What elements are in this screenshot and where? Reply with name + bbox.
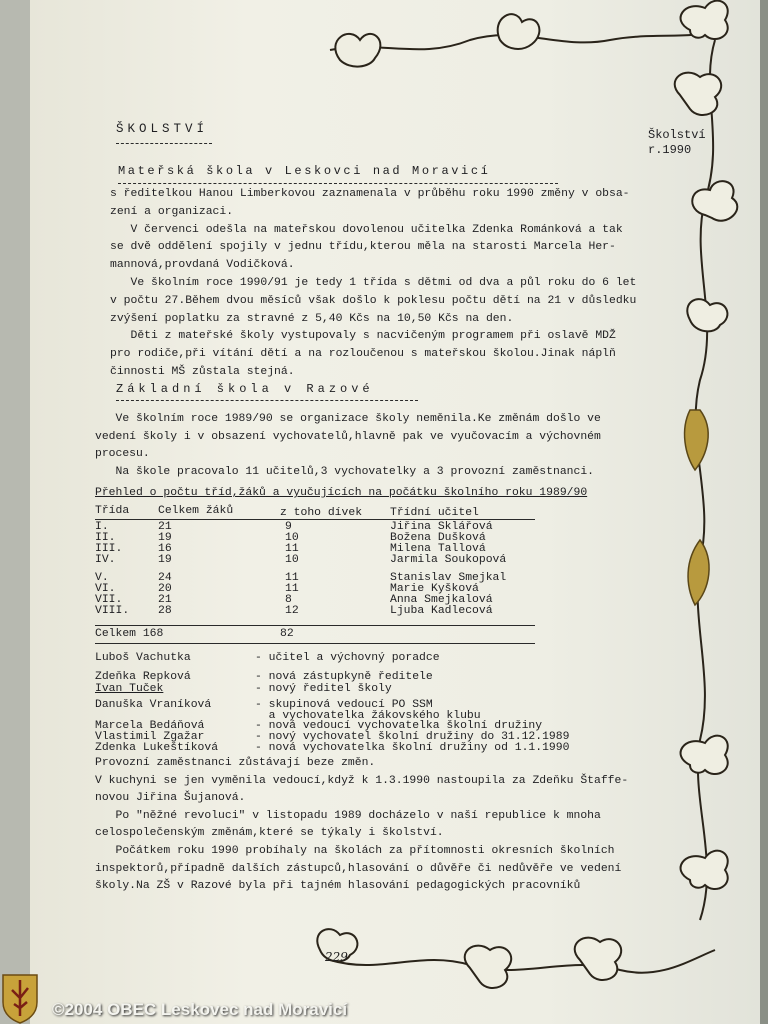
text-line: procesu. [95, 448, 150, 460]
ivy-leaf-icon [681, 736, 728, 774]
table-cell: 16 [158, 543, 172, 555]
table-cell: 21 [158, 521, 172, 533]
table-cell: Marie Kyšková [390, 583, 479, 595]
table-cell: VI. [95, 583, 116, 595]
table-total-girls: 82 [280, 628, 294, 640]
table-cell: I. [95, 521, 109, 533]
table-cell: V. [95, 572, 109, 584]
table-header-total: Celkem žáků [158, 505, 234, 517]
table-cell: 9 [285, 521, 292, 533]
ivy-leaf-icon [575, 938, 622, 980]
table-caption: Přehled o počtu tříd,žáků a vyučujících na počátku školního roku 1989/90 [95, 487, 588, 499]
page-number: 229 [325, 950, 348, 964]
table-cell: 11 [285, 572, 299, 584]
ivy-leaf-icon [335, 34, 380, 67]
ivy-leaf-icon [498, 14, 540, 49]
text-line: celospolečenským změnám,které se týkaly i školství. [95, 827, 444, 840]
gold-leaf-icon [685, 410, 709, 470]
table-cell: 10 [285, 554, 299, 566]
table-cell: II. [95, 532, 116, 544]
table-cell: 11 [285, 543, 299, 555]
table-cell: 24 [158, 572, 172, 584]
text-line: činnosti MŠ zůstala stejná. [110, 366, 295, 378]
margin-note-subject: Školství [648, 128, 706, 142]
table-cell: VII. [95, 594, 123, 606]
table-cell: 19 [158, 532, 172, 544]
text-line: Po "něžné revoluci" v listopadu 1989 docházelo v naší republice k mnoha [95, 809, 601, 822]
gold-leaf-icon [688, 540, 709, 605]
text-line: mannová,provdaná Vodičková. [110, 259, 295, 272]
text-line: pro rodiče,při vítání dětí a na rozloučenou s mateřskou školou.Jinak náplň [110, 348, 616, 361]
staff-name: Ivan Tuček [95, 683, 164, 695]
table-cell: Ljuba Kadlecová [390, 605, 493, 617]
table-cell: Stanislav Smejkal [390, 572, 507, 584]
text-line: s ředitelkou Hanou Limberkovou zaznamenala v průběhu roku 1990 změny v obsa- [110, 188, 630, 200]
staff-name: Danuška Vraníková [95, 699, 212, 711]
staff-role: - nová zástupkyně ředitele [255, 671, 433, 683]
ivy-leaf-icon [465, 946, 512, 988]
staff-role: - nový vychovatel školní družiny do 31.12.1989 [255, 731, 570, 743]
text-line: školy.Na ZŠ v Razové byla při tajném hlasování pedagogických pracovníků [95, 880, 581, 893]
kindergarten-heading: Mateřská škola v Leskovci nad Moravicí [118, 164, 491, 178]
ivy-leaf-icon [675, 73, 722, 115]
staff-name: Luboš Vachutka [95, 652, 191, 664]
staff-name: Zdenka Lukeštíková [95, 742, 219, 754]
staff-role: - nová vychovatelka školní družiny od 1.1.1990 [255, 742, 570, 754]
table-cell: 11 [285, 583, 299, 595]
text-line: zvýšení poplatku za stravné z 5,40 Kčs na 10,50 Kčs na den. [110, 312, 514, 325]
table-cell: 28 [158, 605, 172, 617]
text-line: Ve školním roce 1989/90 se organizace školy neměnila.Ke změnám došlo ve [95, 413, 601, 425]
staff-role: a vychovatelka žákovského klubu [255, 710, 481, 722]
text-line: V kuchyni se jen vyměnila vedoucí,když k 1.3.1990 nastoupila za Zdeňku Štaffe- [95, 774, 629, 787]
text-line: vedení školy i v obsazení vychovatelů,hlavně pak ve vyučovacím a výchovném [95, 430, 601, 443]
footer-copyright: ©2004 OBEC Leskovec nad Moravicí [52, 1000, 348, 1019]
table-cell: IV. [95, 554, 116, 566]
table-header-girls: z toho dívek [280, 507, 363, 519]
table-total-label: Celkem 168 [95, 628, 164, 640]
table-bottom-rule [95, 643, 535, 644]
text-line: Ve školním roce 1990/91 je tedy 1 třída s dětmi od dva a půl roku do 6 let [110, 277, 637, 289]
table-cell: 12 [285, 605, 299, 617]
table-cell: Jarmila Soukopová [390, 554, 507, 566]
section-title: ŠKOLSTVÍ [116, 122, 209, 136]
margin-note-year: r.1990 [648, 143, 692, 157]
table-cell: 19 [158, 554, 172, 566]
table-cell: VIII. [95, 605, 130, 617]
staff-name: Marcela Bedáňová [95, 720, 205, 732]
staff-role: - skupinová vedoucí PO SSM [255, 699, 433, 711]
text-line: Na škole pracovalo 11 učitelů,3 vychovatelky a 3 provozní zaměstnanci. [95, 465, 594, 478]
text-line: v počtu 27.Během dvou měsíců však došlo k poklesu počtu dětí na 21 v důsledku [110, 294, 637, 307]
table-cell: III. [95, 543, 123, 555]
staff-role: - nový ředitel školy [255, 683, 392, 695]
title-underline [116, 143, 212, 144]
staff-role: - učitel a výchovný poradce [255, 652, 440, 664]
table-header-class: Třída [95, 505, 130, 517]
text-line: V červenci odešla na mateřskou dovolenou učitelka Zdenka Románková a tak [110, 223, 623, 236]
staff-name: Zdeňka Repková [95, 671, 191, 683]
village-coat-of-arms-icon [0, 972, 40, 1024]
table-cell: Božena Dušková [390, 532, 486, 544]
primary-school-heading: Základní škola v Razové [116, 382, 374, 396]
table-cell: Jiřina Sklářová [390, 521, 493, 533]
table-cell: 21 [158, 594, 172, 606]
primary-school-heading-underline [116, 400, 418, 401]
table-total-rule [95, 625, 535, 626]
text-line: zení a organizaci. [110, 205, 234, 218]
table-cell: 20 [158, 583, 172, 595]
text-line: novou Jiřina Šujanová. [95, 792, 246, 805]
text-line: Počátkem roku 1990 probíhaly na školách za přítomnosti okresních školních [95, 845, 615, 857]
ivy-leaf-icon [681, 1, 728, 39]
ivy-leaf-icon [687, 299, 727, 331]
staff-role: - nová vedoucí vychovatelka školní družiny [255, 720, 543, 732]
text-line: inspektorů,případně dalších zástupců,hlasování o důvěře či nedůvěře ve vedení [95, 862, 622, 875]
ivy-leaf-icon [692, 181, 737, 221]
table-header-teacher: Třídní učitel [390, 507, 479, 519]
table-cell: 8 [285, 594, 292, 606]
staff-name: Vlastimil Zgažar [95, 731, 205, 743]
table-header-rule [95, 519, 535, 520]
text-line: Provozní zaměstnanci zůstávají beze změn. [95, 757, 376, 769]
text-line: se dvě oddělení spojily v jednu třídu,kterou měla na starosti Marcela Her- [110, 241, 616, 254]
kindergarten-heading-underline [118, 183, 558, 184]
ivy-leaf-icon [681, 851, 728, 889]
text-line: Děti z mateřské školy vystupovaly s nacvičeným programem při oslavě MDŽ [110, 330, 616, 343]
table-cell: Milena Tallová [390, 543, 486, 555]
table-cell: Anna Smejkalová [390, 594, 493, 606]
table-cell: 10 [285, 532, 299, 544]
